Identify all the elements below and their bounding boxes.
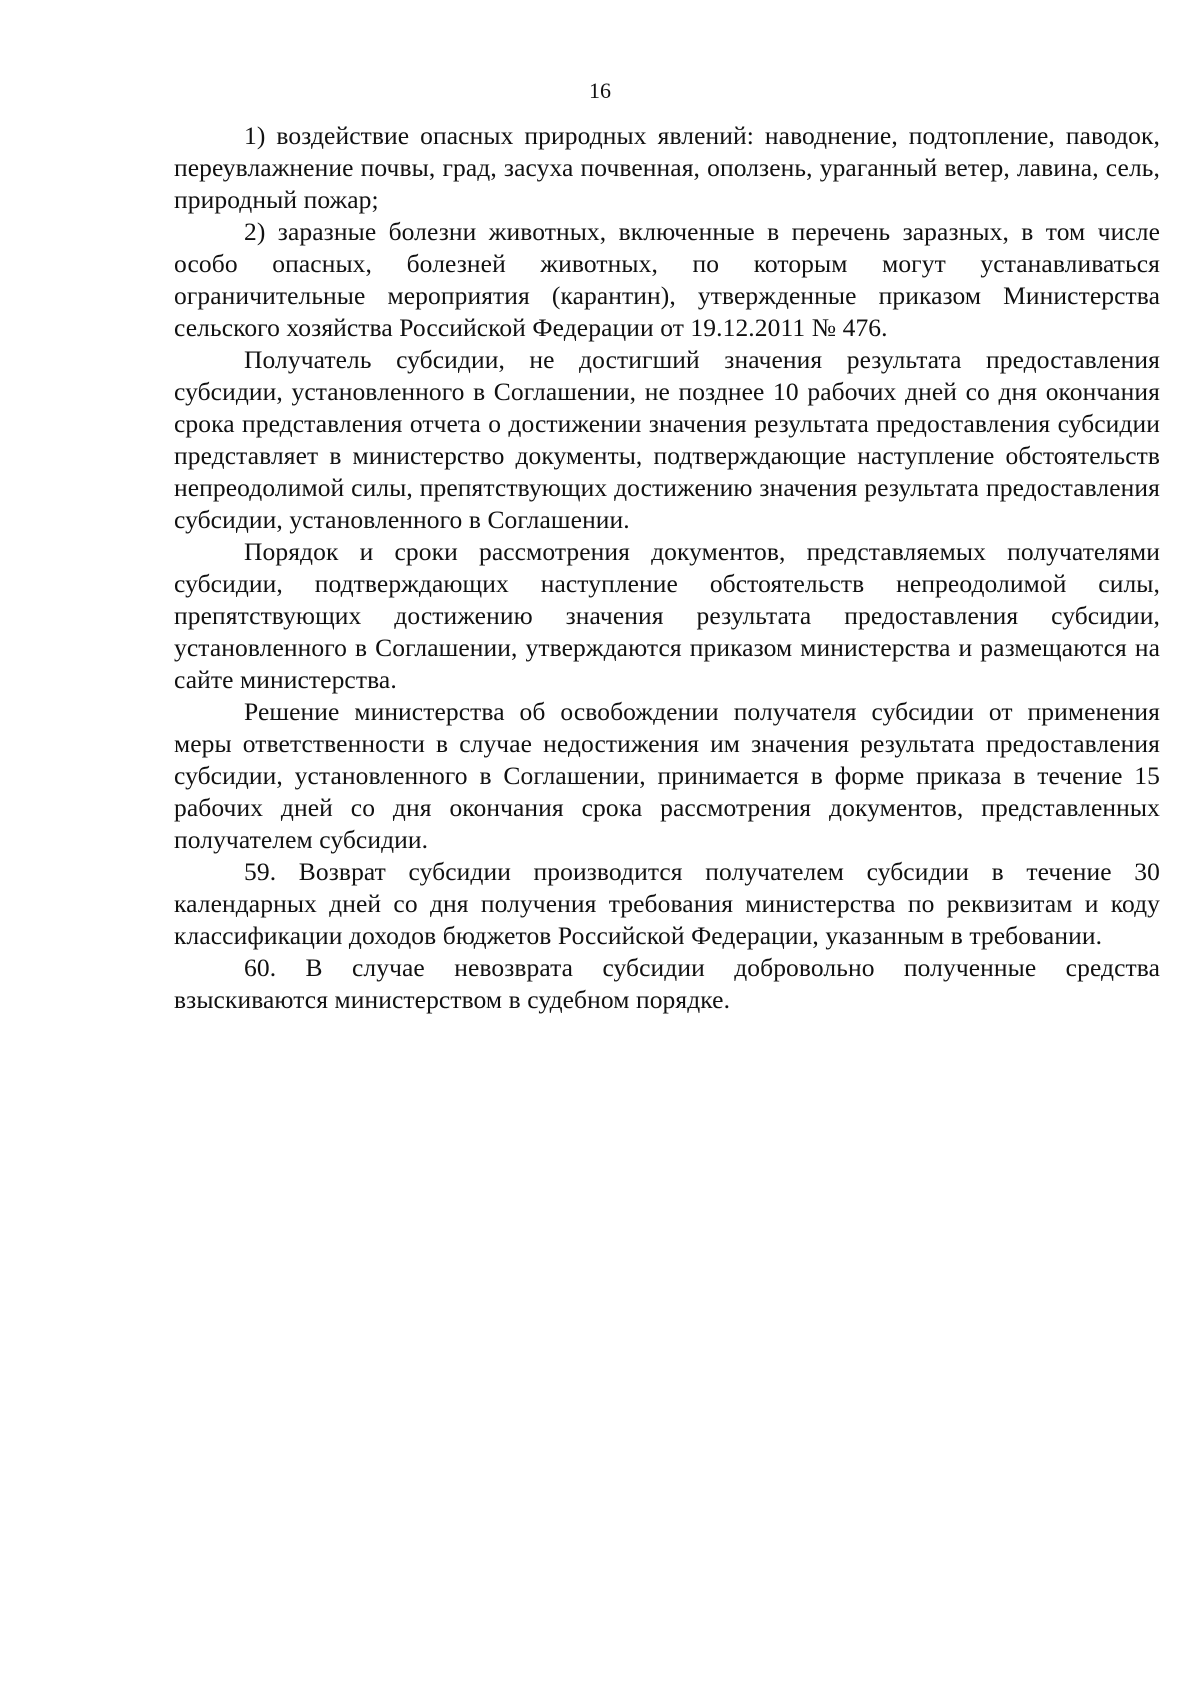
- document-body: [174, 120, 1160, 1016]
- paragraph-recipient-documents: Получатель субсидии, не достигший значения результата предоставления субсидии, установленного в Соглашении, не позднее 10 рабочих дней со дня окончания срока представления отчета о достижении значения результата предоставления субсидии представляет в министерство документы, подтверждающие наступление обстоятельств непреодолимой силы, препятствующих достижению значения результата предоставления субсидии, установленного в Соглашении.: [174, 345, 1160, 534]
- paragraph-ministry-decision: Решение министерства об освобождении получателя субсидии от применения меры ответственности в случае недостижения им значения результата предоставления субсидии, установленного в Соглашении, принимается в форме приказа в течение 15 рабочих дней со дня окончания срока рассмотрения документов, представленных получателем субсидии.: [174, 697, 1160, 854]
- paragraph-review-procedure: Порядок и сроки рассмотрения документов, представляемых получателями субсидии, подтверждающих наступление обстоятельств непреодолимой силы, препятствующих достижению значения результата предоставления субсидии, установленного в Соглашении, утверждаются приказом министерства и размещаются на сайте министерства.: [174, 537, 1160, 694]
- paragraph-60-court-recovery: 60. В случае невозврата субсидии добровольно полученные средства взыскиваются министерством в судебном порядке.: [174, 953, 1160, 1014]
- paragraph-natural-hazards: 1) воздействие опасных природных явлений: наводнение, подтопление, паводок, переувлажнение почвы, град, засуха почвенная, оползень, ураганный ветер, лавина, сель, природный пожар;: [174, 121, 1160, 214]
- page-number: 16: [589, 78, 611, 103]
- paragraph-59-subsidy-return: 59. Возврат субсидии производится получателем субсидии в течение 30 календарных дней со дня получения требования министерства по реквизитам и коду классификации доходов бюджетов Российской Федерации, указанным в требовании.: [174, 857, 1160, 950]
- paragraph-animal-diseases: 2) заразные болезни животных, включенные в перечень заразных, в том числе особо опасных, болезней животных, по которым могут устанавливаться ограничительные мероприятия (карантин), утвержденные приказом Министерства сельского хозяйства Российской Федерации от 19.12.2011 № 476.: [174, 217, 1160, 342]
